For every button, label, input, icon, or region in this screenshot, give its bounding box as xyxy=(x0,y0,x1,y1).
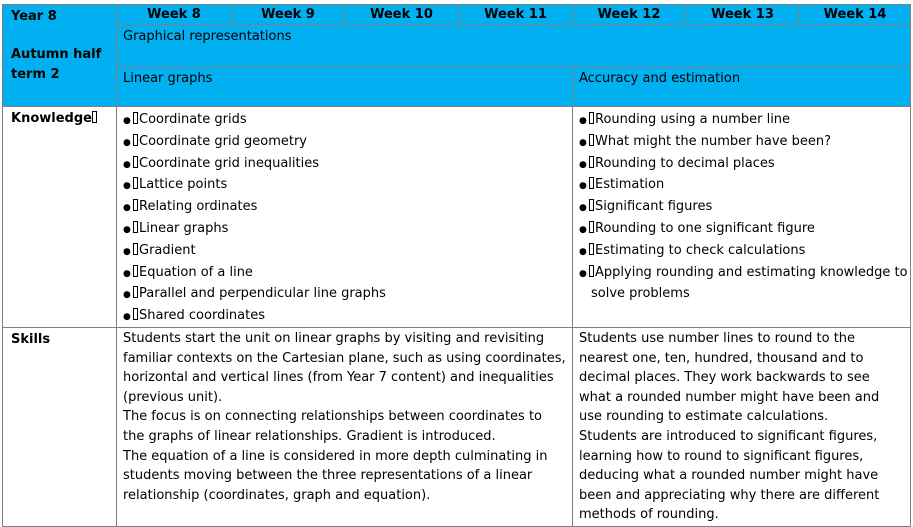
unit-linear-graphs: Linear graphs xyxy=(117,67,573,107)
placeholder-glyph-icon xyxy=(133,134,138,146)
knowledge-item xyxy=(123,240,566,262)
bullet-icon: ● xyxy=(579,224,587,235)
knowledge-item-text: Gradient xyxy=(139,242,196,258)
placeholder-glyph-icon xyxy=(133,308,138,320)
placeholder-glyph-icon xyxy=(589,112,594,124)
week-header: Week 14 xyxy=(800,5,911,25)
knowledge-item xyxy=(123,109,566,131)
knowledge-item-text: solve problems xyxy=(591,286,690,302)
knowledge-item xyxy=(579,153,904,175)
skills-label-cell xyxy=(3,327,117,526)
bullet-icon: ● xyxy=(123,116,131,126)
knowledge-list-right xyxy=(573,107,910,305)
knowledge-item xyxy=(579,240,904,262)
knowledge-item-text: Estimation xyxy=(595,177,665,193)
skills-paragraph: Students are introduced to significant figures, learning how to round to significant figures, deducing what a rounded number might have been and appreciating why there are different methods of rounding. xyxy=(579,428,880,523)
skills-text-right xyxy=(579,329,904,525)
knowledge-item xyxy=(123,131,566,153)
skills-paragraph: Students start the unit on linear graphs by visiting and revisiting familiar contexts on the Cartesian plane, such as using coordinates, horizontal and vertical lines (from Year 7 content) and inequalities (previous unit). xyxy=(123,330,566,405)
week-header: Week 12 xyxy=(573,5,686,25)
bullet-icon: ● xyxy=(123,246,131,257)
week-header: Week 8 xyxy=(117,5,232,25)
week-header: Week 13 xyxy=(686,5,800,25)
year-label: Year 8 xyxy=(11,9,57,24)
bullet-icon: ● xyxy=(123,268,131,279)
knowledge-item-text: Coordinate grid inequalities xyxy=(139,155,320,171)
placeholder-glyph-icon xyxy=(92,111,97,123)
skills-right-cell xyxy=(573,327,911,526)
week-header: Week 11 xyxy=(459,5,573,25)
bullet-icon: ● xyxy=(579,268,587,279)
placeholder-glyph-icon xyxy=(589,134,594,146)
knowledge-item xyxy=(123,262,566,284)
year-term-cell xyxy=(3,5,117,107)
knowledge-item-text: Relating ordinates xyxy=(139,199,258,215)
knowledge-item-text: Significant figures xyxy=(595,199,713,215)
bullet-icon: ● xyxy=(579,246,587,257)
knowledge-item xyxy=(123,196,566,218)
knowledge-left-cell xyxy=(117,107,573,328)
bullet-icon: ● xyxy=(579,159,587,170)
skills-paragraph: The equation of a line is considered in more depth culminating in students moving between the three representations of a linear relationship (coordinates, graph and equation). xyxy=(123,448,548,503)
knowledge-item-text: Coordinate grid geometry xyxy=(139,133,307,149)
knowledge-item xyxy=(123,218,566,240)
knowledge-item xyxy=(579,262,908,284)
bullet-icon: ● xyxy=(579,116,587,126)
bullet-icon: ● xyxy=(579,137,587,148)
placeholder-glyph-icon xyxy=(589,243,594,255)
knowledge-item-text: Shared coordinates xyxy=(139,308,266,324)
placeholder-glyph-icon xyxy=(589,177,594,189)
knowledge-item xyxy=(123,174,566,196)
placeholder-glyph-icon xyxy=(133,265,138,277)
skills-label: Skills xyxy=(11,331,51,347)
placeholder-glyph-icon xyxy=(589,265,594,277)
skills-text-left xyxy=(123,329,566,505)
bullet-icon: ● xyxy=(123,137,131,148)
knowledge-item xyxy=(123,153,566,175)
term-label: Autumn half term 2 xyxy=(11,47,102,82)
placeholder-glyph-icon xyxy=(133,177,138,189)
bullet-icon: ● xyxy=(123,203,131,214)
knowledge-item xyxy=(123,283,566,305)
knowledge-item xyxy=(579,109,904,131)
knowledge-item xyxy=(579,218,904,240)
knowledge-item xyxy=(579,196,904,218)
placeholder-glyph-icon xyxy=(133,286,138,298)
knowledge-item-text: Linear graphs xyxy=(139,220,229,236)
bullet-icon: ● xyxy=(123,181,131,192)
placeholder-glyph-icon xyxy=(133,112,138,124)
knowledge-item-text: Equation of a line xyxy=(139,264,253,280)
skills-paragraph: Students use number lines to round to the nearest one, ten, hundred, thousand and to decimal places. They work backwards to see what a rounded number might have been and use rounding to estimate calculations. xyxy=(579,330,880,425)
placeholder-glyph-icon xyxy=(589,221,594,233)
knowledge-label-cell xyxy=(3,107,117,328)
knowledge-item xyxy=(579,174,904,196)
placeholder-glyph-icon xyxy=(133,199,138,211)
knowledge-list-left xyxy=(117,107,572,327)
knowledge-item xyxy=(579,283,904,305)
placeholder-glyph-icon xyxy=(589,199,594,211)
knowledge-item-text: Applying rounding and estimating knowledge to xyxy=(595,264,908,280)
bullet-icon: ● xyxy=(123,159,131,170)
placeholder-glyph-icon xyxy=(589,156,594,168)
knowledge-item-text: Estimating to check calculations xyxy=(595,242,806,258)
skills-left-cell xyxy=(117,327,573,526)
scheme-of-work-table xyxy=(2,4,911,527)
knowledge-item-text: Rounding to one significant figure xyxy=(595,220,815,236)
week-header: Week 10 xyxy=(345,5,459,25)
topic-cell: Graphical representations xyxy=(117,25,911,67)
placeholder-glyph-icon xyxy=(133,243,138,255)
knowledge-item-text: Coordinate grids xyxy=(139,112,247,127)
unit-accuracy-estimation: Accuracy and estimation xyxy=(573,67,911,107)
scheme-of-work-table-wrapper xyxy=(2,4,910,527)
bullet-icon: ● xyxy=(123,290,131,301)
bullet-icon: ● xyxy=(123,224,131,235)
knowledge-item-text: Rounding to decimal places xyxy=(595,155,775,171)
placeholder-glyph-icon xyxy=(133,156,138,168)
bullet-icon: ● xyxy=(579,181,587,192)
knowledge-item-text: Parallel and perpendicular line graphs xyxy=(139,286,386,302)
bullet-icon: ● xyxy=(579,203,587,214)
knowledge-item-text: Lattice points xyxy=(139,177,228,193)
knowledge-item xyxy=(579,131,904,153)
placeholder-glyph-icon xyxy=(133,221,138,233)
knowledge-item-text: What might the number have been? xyxy=(595,133,832,149)
skills-paragraph: The focus is on connecting relationships between coordinates to the graphs of linear relationships. Gradient is introduced. xyxy=(123,409,542,444)
week-header: Week 9 xyxy=(232,5,345,25)
knowledge-item xyxy=(123,305,566,327)
knowledge-label: Knowledge xyxy=(11,111,92,126)
bullet-icon: ● xyxy=(123,312,131,323)
knowledge-right-cell xyxy=(573,107,911,328)
knowledge-item-text: Rounding using a number line xyxy=(595,112,791,127)
